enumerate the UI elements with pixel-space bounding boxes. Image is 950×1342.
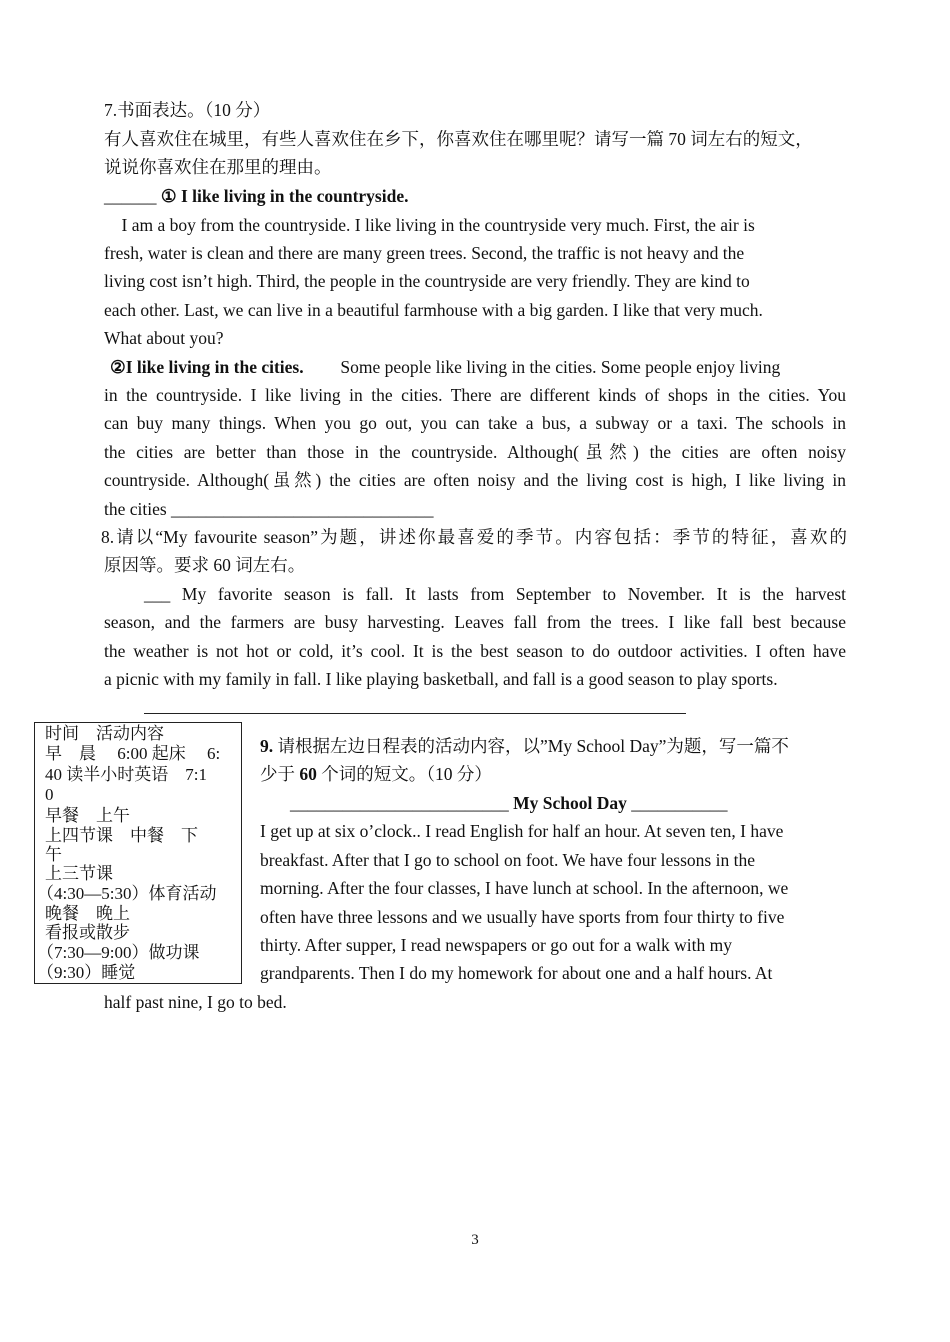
- q9-number: 9.: [260, 736, 274, 756]
- page-number: 3: [471, 1232, 479, 1248]
- answer-blank: ___________: [626, 793, 728, 813]
- q9-essay-line: grandparents. Then I do my homework for about one and a half hours. At: [260, 963, 773, 983]
- q7-heading1-line: [104, 182, 408, 210]
- q9-prompt-a: 请根据左边日程表的活动内容，以”My School Day”为题，写一篇不: [273, 736, 789, 756]
- q7-essay2-line: in the countryside. I like living in the cities. There are different kinds of shops in the cities. You: [104, 385, 846, 405]
- schedule-line: 早 晨 6:00 起床 6:: [45, 744, 221, 763]
- schedule-line: （7:30—9:00）做功课: [37, 943, 200, 962]
- q7-essay1-line: fresh, water is clean and there are many green trees. Second, the traffic is not heavy and the: [104, 243, 745, 263]
- schedule-line: （4:30—5:30）体育活动: [37, 884, 217, 903]
- schedule-line: 上四节课 中餐 下: [45, 826, 198, 845]
- q9-prompt-b-post: 个词的短文。（10 分）: [316, 764, 492, 784]
- q7-essay2-line: the cities are better than those in the countryside. Although(虽然) the cities are often noisy: [104, 442, 846, 462]
- q8-prompt-line2: 原因等。要求 60 词左右。: [104, 555, 306, 575]
- q9-essay-line: thirty. After supper, I read newspapers or go out for a walk with my: [260, 935, 732, 955]
- q7-prompt-line2: 说说你喜欢住在那里的理由。: [104, 157, 332, 177]
- q7-heading1: ① I like living in the countryside.: [160, 186, 409, 206]
- q7-prompt-line1: 有人喜欢住在城里，有些人喜欢住在乡下，你喜欢住在哪里呢？请写一篇 70 词左右的短文，: [104, 129, 813, 149]
- q7-essay1-line: I am a boy from the countryside. I like living in the countryside very much. First, the air is: [104, 215, 755, 235]
- q8-prompt-line1: 8.请以“My favourite season”为题，讲述你最喜爱的季节。内容包括：季节的特征，喜欢的: [101, 527, 847, 547]
- schedule-line: 0: [45, 785, 54, 804]
- schedule-line: 晚餐 晚上: [45, 904, 130, 923]
- q9-essay-line: breakfast. After that I go to school on foot. We have four lessons in the: [260, 850, 755, 870]
- schedule-line: 时间 活动内容: [45, 724, 164, 743]
- q9-prompt-b-pre: 少于: [260, 764, 300, 784]
- schedule-line: 早餐 上午: [45, 806, 130, 825]
- q9-word-count: 60: [299, 764, 317, 784]
- q9-prompt-line2: [260, 760, 492, 788]
- q9-essay-line: often have three lessons and we usually have sports from four thirty to five: [260, 907, 785, 927]
- q7-essay2-line: countryside. Although(虽然) the cities are often noisy and the living cost is high, I like living in: [104, 470, 846, 490]
- answer-blank: ______: [104, 186, 157, 206]
- q7-essay1-line: What about you?: [104, 328, 224, 348]
- answer-rule: [144, 713, 686, 714]
- q7-essay2-last: the cities ______________________________: [104, 499, 434, 519]
- q9-essay-last: half past nine, I go to bed.: [104, 992, 287, 1012]
- schedule-line: 40 读半小时英语 7:1: [45, 765, 207, 784]
- schedule-line: 午: [45, 845, 62, 864]
- q7-heading2-line: [110, 353, 780, 381]
- schedule-line: 上三节课: [45, 864, 113, 883]
- q8-essay-line: a picnic with my family in fall. I like playing basketball, and fall is a good season to play sports.: [104, 669, 778, 689]
- q9-prompt-line1: [260, 732, 789, 760]
- q7-essay2-line: can buy many things. When you go out, you can take a bus, a subway or a taxi. The schools in: [104, 413, 846, 433]
- schedule-box: [34, 722, 242, 984]
- schedule-line: 看报或散步: [45, 923, 130, 942]
- answer-blank: _________________________: [290, 793, 514, 813]
- q8-essay-line: the weather is not hot or cold, it’s cool. It is the best season to do outdoor activities. I often have: [104, 641, 846, 661]
- schedule-line: （9:30）睡觉: [37, 963, 136, 982]
- q8-essay-first: ___ My favorite season is fall. It lasts from September to November. It is the harvest: [144, 584, 846, 604]
- q9-title-line: [290, 789, 728, 817]
- q9-essay-line: I get up at six o’clock.. I read English for half an hour. At seven ten, I have: [260, 821, 784, 841]
- q7-essay2-first: Some people like living in the cities. Some people enjoy living: [340, 357, 781, 377]
- q7-essay1-line: living cost isn’t high. Third, the people in the countryside are very friendly. They are kind to: [104, 271, 750, 291]
- q7-heading2: ②I like living in the cities.: [110, 357, 304, 377]
- q9-essay-line: morning. After the four classes, I have lunch at school. In the afternoon, we: [260, 878, 789, 898]
- q7-essay1-line: each other. Last, we can live in a beautiful farmhouse with a big garden. I like that very much.: [104, 300, 763, 320]
- q7-title: 7.书面表达。（10 分）: [104, 100, 271, 120]
- q8-essay-line: season, and the farmers are busy harvesting. Leaves fall from the trees. I like fall best because: [104, 612, 846, 632]
- q9-essay-title: My School Day: [513, 793, 627, 813]
